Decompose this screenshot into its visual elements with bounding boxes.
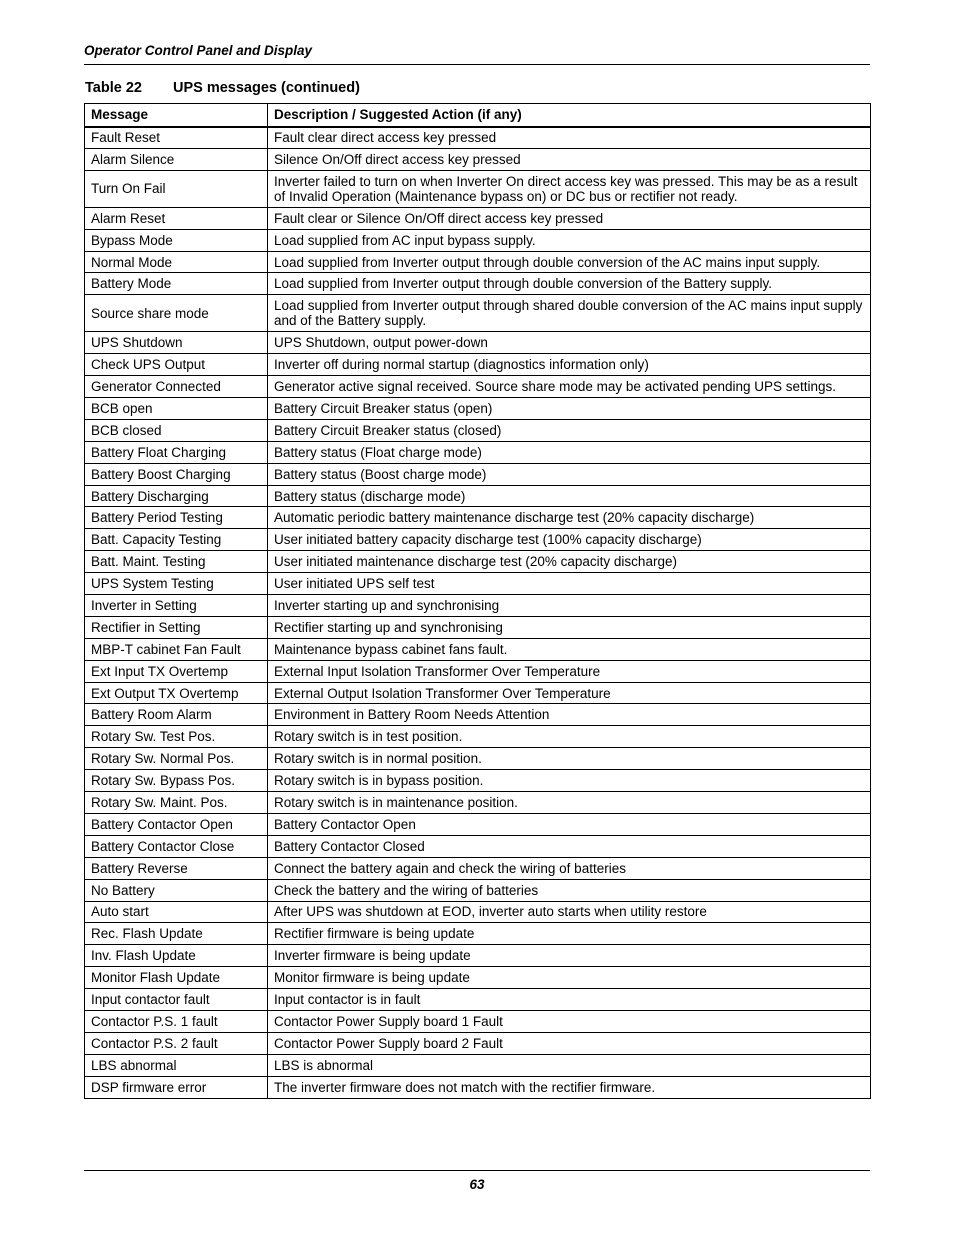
description-cell: User initiated maintenance discharge test (20% capacity discharge) <box>268 551 871 573</box>
table-row <box>85 419 871 441</box>
table-row <box>85 551 871 573</box>
table-row <box>85 595 871 617</box>
description-cell: Generator active signal received. Source share mode may be activated pending UPS settings. <box>268 376 871 398</box>
description-cell: Rectifier starting up and synchronising <box>268 616 871 638</box>
header-rule <box>84 64 870 65</box>
message-cell: Battery Period Testing <box>85 507 268 529</box>
table-row <box>85 967 871 989</box>
running-header: Operator Control Panel and Display <box>84 43 313 58</box>
message-cell: No Battery <box>85 879 268 901</box>
message-cell: Source share mode <box>85 295 268 332</box>
message-cell: Fault Reset <box>85 127 268 149</box>
description-cell: Inverter failed to turn on when Inverter On direct access key was pressed. This may be as a result of Invalid Operation (Maintenance bypass on) or DC bus or rectifier not ready. <box>268 170 871 207</box>
description-cell: Load supplied from Inverter output through shared double conversion of the AC mains input supply and of the Battery supply. <box>268 295 871 332</box>
table-row <box>85 127 871 149</box>
message-cell: Monitor Flash Update <box>85 967 268 989</box>
message-cell: Battery Contactor Close <box>85 835 268 857</box>
message-cell: Rec. Flash Update <box>85 923 268 945</box>
table-row <box>85 857 871 879</box>
page-number: 63 <box>469 1177 485 1192</box>
table-row <box>85 332 871 354</box>
table-row <box>85 704 871 726</box>
table-row <box>85 835 871 857</box>
message-cell: Battery Boost Charging <box>85 463 268 485</box>
message-cell: Ext Output TX Overtemp <box>85 682 268 704</box>
message-cell: Rectifier in Setting <box>85 616 268 638</box>
table-row <box>85 507 871 529</box>
message-cell: Turn On Fail <box>85 170 268 207</box>
message-cell: Alarm Silence <box>85 148 268 170</box>
message-cell: Rotary Sw. Bypass Pos. <box>85 770 268 792</box>
description-cell: Rectifier firmware is being update <box>268 923 871 945</box>
description-cell: User initiated UPS self test <box>268 573 871 595</box>
description-cell: Input contactor is in fault <box>268 989 871 1011</box>
table-row <box>85 770 871 792</box>
description-cell: The inverter firmware does not match with the rectifier firmware. <box>268 1076 871 1098</box>
message-cell: Battery Discharging <box>85 485 268 507</box>
description-cell: Contactor Power Supply board 1 Fault <box>268 1010 871 1032</box>
table-row <box>85 251 871 273</box>
description-cell: Load supplied from Inverter output through double conversion of the AC mains input supply. <box>268 251 871 273</box>
message-cell: Contactor P.S. 2 fault <box>85 1032 268 1054</box>
description-cell: Rotary switch is in test position. <box>268 726 871 748</box>
description-cell: Rotary switch is in maintenance position. <box>268 792 871 814</box>
table-caption-title: UPS messages (continued) <box>173 80 360 96</box>
description-cell: Inverter firmware is being update <box>268 945 871 967</box>
message-cell: Rotary Sw. Normal Pos. <box>85 748 268 770</box>
table-row <box>85 901 871 923</box>
column-header-description: Description / Suggested Action (if any) <box>268 104 871 127</box>
description-cell: Battery Contactor Closed <box>268 835 871 857</box>
table-row <box>85 989 871 1011</box>
table-caption <box>85 80 360 96</box>
description-cell: Fault clear or Silence On/Off direct access key pressed <box>268 207 871 229</box>
table-row <box>85 616 871 638</box>
table-row <box>85 170 871 207</box>
table-row <box>85 273 871 295</box>
table-row <box>85 148 871 170</box>
message-cell: Auto start <box>85 901 268 923</box>
message-cell: Contactor P.S. 1 fault <box>85 1010 268 1032</box>
message-cell: Alarm Reset <box>85 207 268 229</box>
table-row <box>85 1076 871 1098</box>
description-cell: User initiated battery capacity discharge test (100% capacity discharge) <box>268 529 871 551</box>
message-cell: Inv. Flash Update <box>85 945 268 967</box>
message-cell: UPS Shutdown <box>85 332 268 354</box>
table-row <box>85 398 871 420</box>
description-cell: Battery Contactor Open <box>268 813 871 835</box>
table-row <box>85 485 871 507</box>
description-cell: Load supplied from AC input bypass supply. <box>268 229 871 251</box>
message-cell: Rotary Sw. Test Pos. <box>85 726 268 748</box>
table-row <box>85 1054 871 1076</box>
description-cell: Environment in Battery Room Needs Attention <box>268 704 871 726</box>
table-row <box>85 945 871 967</box>
table-row <box>85 376 871 398</box>
table-row <box>85 354 871 376</box>
description-cell: Check the battery and the wiring of batteries <box>268 879 871 901</box>
description-cell: Battery Circuit Breaker status (open) <box>268 398 871 420</box>
message-cell: Ext Input TX Overtemp <box>85 660 268 682</box>
description-cell: Fault clear direct access key pressed <box>268 127 871 149</box>
table-row <box>85 1010 871 1032</box>
description-cell: UPS Shutdown, output power-down <box>268 332 871 354</box>
table-header-row <box>85 104 871 127</box>
description-cell: Inverter starting up and synchronising <box>268 595 871 617</box>
table-row <box>85 463 871 485</box>
description-cell: Battery status (Boost charge mode) <box>268 463 871 485</box>
table-body <box>85 127 871 1099</box>
message-cell: Rotary Sw. Maint. Pos. <box>85 792 268 814</box>
table-row <box>85 529 871 551</box>
description-cell: Monitor firmware is being update <box>268 967 871 989</box>
table-row <box>85 295 871 332</box>
description-cell: Contactor Power Supply board 2 Fault <box>268 1032 871 1054</box>
description-cell: Maintenance bypass cabinet fans fault. <box>268 638 871 660</box>
message-cell: Input contactor fault <box>85 989 268 1011</box>
message-cell: Battery Contactor Open <box>85 813 268 835</box>
description-cell: Connect the battery again and check the wiring of batteries <box>268 857 871 879</box>
table-row <box>85 229 871 251</box>
description-cell: Rotary switch is in normal position. <box>268 748 871 770</box>
message-cell: Check UPS Output <box>85 354 268 376</box>
message-cell: Battery Room Alarm <box>85 704 268 726</box>
description-cell: Battery status (discharge mode) <box>268 485 871 507</box>
message-cell: Generator Connected <box>85 376 268 398</box>
table-row <box>85 638 871 660</box>
description-cell: After UPS was shutdown at EOD, inverter auto starts when utility restore <box>268 901 871 923</box>
message-cell: Normal Mode <box>85 251 268 273</box>
table-row <box>85 207 871 229</box>
message-cell: Batt. Maint. Testing <box>85 551 268 573</box>
description-cell: Rotary switch is in bypass position. <box>268 770 871 792</box>
table-caption-number: Table 22 <box>85 80 142 96</box>
description-cell: Automatic periodic battery maintenance discharge test (20% capacity discharge) <box>268 507 871 529</box>
table-row <box>85 792 871 814</box>
table-row <box>85 660 871 682</box>
message-cell: Batt. Capacity Testing <box>85 529 268 551</box>
description-cell: Load supplied from Inverter output through double conversion of the Battery supply. <box>268 273 871 295</box>
description-cell: LBS is abnormal <box>268 1054 871 1076</box>
description-cell: Silence On/Off direct access key pressed <box>268 148 871 170</box>
message-cell: Battery Mode <box>85 273 268 295</box>
table-row <box>85 1032 871 1054</box>
table-row <box>85 879 871 901</box>
description-cell: Battery status (Float charge mode) <box>268 441 871 463</box>
table-row <box>85 726 871 748</box>
description-cell: External Output Isolation Transformer Over Temperature <box>268 682 871 704</box>
message-cell: Battery Float Charging <box>85 441 268 463</box>
ups-messages-table <box>84 103 871 1099</box>
message-cell: BCB closed <box>85 419 268 441</box>
message-cell: Inverter in Setting <box>85 595 268 617</box>
description-cell: Inverter off during normal startup (diagnostics information only) <box>268 354 871 376</box>
footer-rule <box>84 1170 870 1171</box>
message-cell: UPS System Testing <box>85 573 268 595</box>
table-row <box>85 813 871 835</box>
description-cell: Battery Circuit Breaker status (closed) <box>268 419 871 441</box>
table-row <box>85 923 871 945</box>
table-row <box>85 573 871 595</box>
description-cell: External Input Isolation Transformer Over Temperature <box>268 660 871 682</box>
message-cell: LBS abnormal <box>85 1054 268 1076</box>
message-cell: DSP firmware error <box>85 1076 268 1098</box>
message-cell: Battery Reverse <box>85 857 268 879</box>
table-row <box>85 441 871 463</box>
table-row <box>85 748 871 770</box>
message-cell: BCB open <box>85 398 268 420</box>
message-cell: MBP-T cabinet Fan Fault <box>85 638 268 660</box>
table-row <box>85 682 871 704</box>
column-header-message: Message <box>85 104 268 127</box>
message-cell: Bypass Mode <box>85 229 268 251</box>
